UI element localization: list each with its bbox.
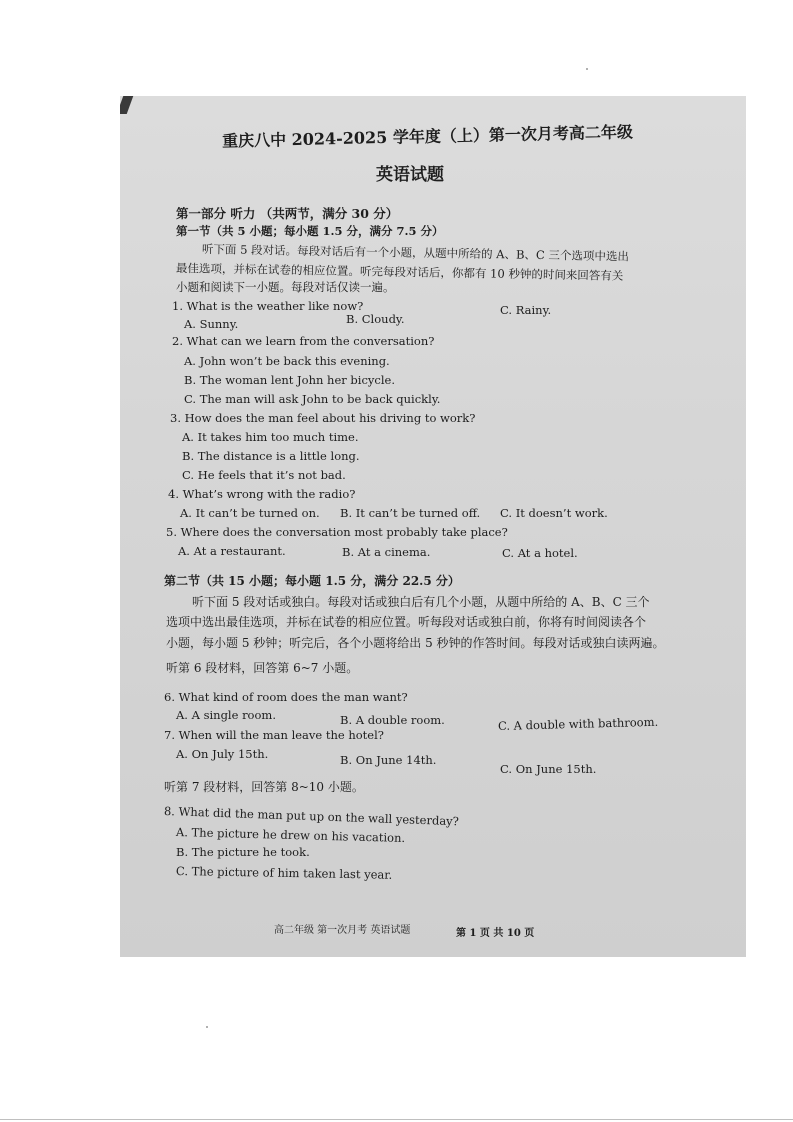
section1-instruction-line: 最佳选项，并标在试卷的相应位置。听完每段对话后，你都有 10 秒钟的时间来回答有关 [175,261,624,283]
material-7-note: 听第 7 段材料，回答第 8~10 小题。 [164,780,364,794]
option-7a: A. On July 15th. [176,747,269,761]
option-6a: A. A single room. [176,708,276,722]
material-6-note: 听第 6 段材料，回答第 6~7 小题。 [166,661,359,675]
option-2a: A. John won’t be back this evening. [184,354,390,368]
section1-instruction-line: 听下面 5 段对话。每段对话后有一个小题，从题中所给的 A、B、C 三个选项中选出 [201,242,630,264]
option-3c: C. He feels that it’s not bad. [182,468,346,482]
option-5b: B. At a cinema. [342,545,431,559]
option-4c: C. It doesn’t work. [500,506,608,520]
option-5c: C. At a hotel. [502,546,578,560]
footer-page-number: 第 1 页 共 10 页 [456,928,535,939]
exam-subtitle: 英语试题 [376,165,444,185]
option-7b: B. On June 14th. [340,753,437,767]
option-4b: B. It can’t be turned off. [340,506,481,520]
option-6c: C. A double with bathroom. [497,714,659,733]
option-5a: A. At a restaurant. [178,544,286,558]
option-8c: C. The picture of him taken last year. [175,864,393,882]
option-7c: C. On June 15th. [500,762,597,776]
option-8b: B. The picture he took. [176,845,310,859]
section2-instruction-line: 选项中选出最佳选项，并标在试卷的相应位置。听每段对话或独白前，你将有时间阅读各个 [166,615,647,629]
option-6b: B. A double room. [340,713,445,727]
speck [586,68,588,70]
question-7: 7. When will the man leave the hotel? [164,728,384,742]
question-2: 2. What can we learn from the conversation? [172,334,435,348]
question-4: 4. What’s wrong with the radio? [168,487,356,501]
speck [206,1026,208,1028]
option-1c: C. Rainy. [500,303,552,317]
question-3: 3. How does the man feel about his driving to work? [170,411,476,425]
section1-heading: 第一节（共 5 小题；每小题 1.5 分，满分 7.5 分） [176,224,444,238]
bottom-rule [0,1119,793,1120]
exam-page-photo [120,96,746,957]
option-2c: C. The man will ask John to be back quickly. [184,392,441,406]
footer-left: 高二年级 第一次月考 英语试题 [274,925,411,936]
option-3b: B. The distance is a little long. [182,449,360,463]
option-4a: A. It can’t be turned on. [180,506,320,520]
section2-instruction-line: 听下面 5 段对话或独白。每段对话或独白后有几个小题，从题中所给的 A、B、C 三个 [192,595,650,609]
option-8a: A. The picture he drew on his vacation. [175,825,406,845]
part1-heading: 第一部分 听力 （共两节，满分 30 分） [176,206,399,221]
question-1: 1. What is the weather like now? [172,299,364,313]
option-2b: B. The woman lent John her bicycle. [184,373,395,387]
question-6: 6. What kind of room does the man want? [164,690,408,704]
section2-heading: 第二节（共 15 小题；每小题 1.5 分，满分 22.5 分） [164,574,460,588]
option-1a: A. Sunny. [184,317,239,331]
section1-instruction-line: 小题和阅读下一小题。每段对话仅读一遍。 [176,280,395,294]
question-5: 5. Where does the conversation most probably take place? [166,525,508,539]
exam-title: 重庆八中 2024-2025 学年度（上）第一次月考高二年级 [221,122,634,151]
section2-instruction-line: 小题，每小题 5 秒钟；听完后，各个小题将给出 5 秒钟的作答时间。每段对话或独白读两遍。 [166,636,665,650]
question-8: 8. What did the man put up on the wall yesterday? [163,804,460,829]
option-3a: A. It takes him too much time. [182,430,359,444]
option-1b: B. Cloudy. [346,312,405,326]
